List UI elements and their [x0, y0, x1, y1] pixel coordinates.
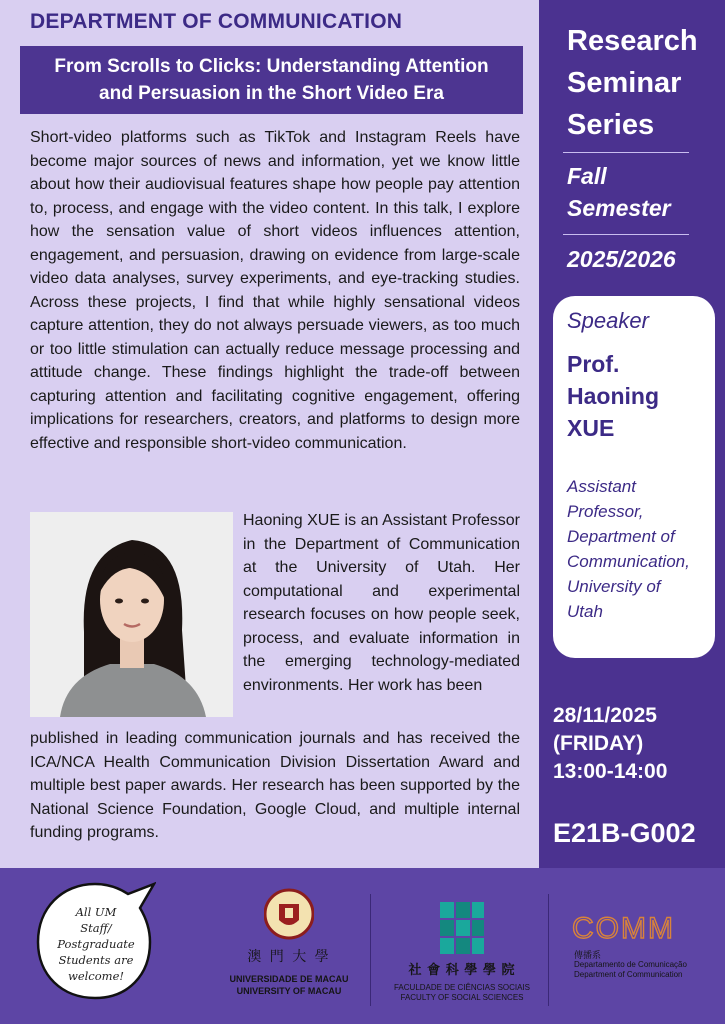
divider — [563, 234, 689, 235]
comm-english-name: Department of Communication — [574, 970, 683, 979]
semester-line-1: Fall — [567, 163, 607, 189]
bio-text-part-1: Haoning XUE is an Assistant Professor in the Department of Communication at the University of Utah. Her computational and experimental research focuses on how people seek, process, and evaluate information in the emerging technology-mediated environments. Her work has been — [243, 512, 520, 694]
event-datetime — [553, 702, 721, 786]
comm-department-logo — [560, 886, 720, 1004]
speaker-affiliation — [567, 474, 709, 624]
footer-divider — [548, 894, 549, 1006]
footer-divider — [370, 894, 371, 1006]
department-title: DEPARTMENT OF COMMUNICATION — [30, 10, 403, 33]
speaker-name — [567, 348, 707, 444]
fss-english-name: FACULTY OF SOCIAL SCIENCES — [400, 993, 524, 1002]
comm-chinese-name: 傳播系 — [574, 950, 602, 960]
speaker-name-line-1: Prof. — [567, 351, 620, 377]
talk-title-line-1: From Scrolls to Clicks: Understanding Attention — [54, 56, 489, 77]
speaker-card — [553, 296, 715, 658]
fss-mark-icon — [438, 900, 486, 958]
series-title — [567, 20, 717, 146]
abstract-text: Short-video platforms such as TikTok and Instagram Reels have become major sources of news and information, yet we know little about how their audiovisual features shape how people pay attention to, process, and engage with the video content. In this talk, I explore how the sensation value of short videos influences attention, engagement, and persuasion, drawing on evidence from large-scale video data analyses, survey experiments, and eye-tracking studies. Across these projects, I find that while highly sensational videos capture attention, they do not always persuade viewers, as too much or too little stimulation can actually reduce message processing and attitude change. These findings highlight the trade-off between capturing attention and facilitating cognitive engagement, offering implications for researchers, creators, and platforms to design more effective and responsible short-video communication. — [30, 129, 520, 452]
event-sidebar — [539, 0, 725, 868]
speaker-title-line-1: Assistant — [567, 477, 636, 496]
um-chinese-name: 澳 門 大 學 — [247, 949, 331, 965]
speaker-title-line-5: University of — [567, 577, 661, 596]
university-of-macau-logo — [214, 886, 364, 1004]
welcome-line-5: welcome! — [67, 969, 125, 983]
comm-wordmark: COMM — [572, 912, 675, 945]
event-time: 13:00-14:00 — [553, 760, 668, 783]
speaker-title-line-3: Department of — [567, 527, 675, 546]
bio-text-part-2: published in leading communication journals and has received the ICA/NCA Health Communication Division Dissertation Award and multiple best paper awards. Her research has been supported by the National Science Foundation, Google Cloud, and multiple internal funding programs. — [30, 730, 520, 841]
um-crest-icon — [264, 886, 314, 942]
series-line-2: Seminar — [567, 67, 682, 99]
speaker-title-line-4: Communication, — [567, 552, 690, 571]
fss-chinese-name: 社 會 科 學 學 院 — [408, 962, 516, 977]
speaker-title-line-6: Utah — [567, 602, 603, 621]
talk-title-line-2: and Persuasion in the Short Video Era — [99, 83, 444, 104]
talk-title-banner — [20, 46, 523, 114]
series-line-3: Series — [567, 109, 655, 141]
welcome-line-3: Postgraduate — [57, 937, 135, 951]
um-english-name: UNIVERSITY OF MACAU — [236, 986, 342, 996]
comm-portuguese-name: Departamento de Comunicação — [574, 960, 687, 969]
welcome-line-2: Staff/ — [80, 921, 112, 935]
event-venue: E21B-G002 — [553, 818, 696, 848]
speaker-label: Speaker — [567, 308, 649, 333]
speaker-title-line-2: Professor, — [567, 502, 644, 521]
series-line-1: Research — [567, 25, 698, 57]
fss-portuguese-name: FACULDADE DE CIÊNCIAS SOCIAIS — [393, 983, 531, 992]
speaker-name-line-2: Haoning — [567, 383, 659, 409]
semester-line-2: Semester — [567, 195, 671, 221]
speaker-name-line-3: XUE — [567, 415, 615, 441]
portrait-illustration — [30, 512, 233, 717]
semester — [567, 160, 717, 224]
welcome-message — [44, 904, 148, 984]
event-date: 28/11/2025 — [553, 704, 657, 727]
fss-logo — [382, 886, 542, 1004]
academic-year: 2025/2026 — [567, 246, 676, 272]
divider — [563, 152, 689, 153]
welcome-line-1: All UM — [75, 905, 117, 919]
event-weekday: (FRIDAY) — [553, 732, 644, 755]
speaker-photo — [30, 512, 233, 717]
footer — [0, 868, 725, 1024]
um-portuguese-name: UNIVERSIDADE DE MACAU — [229, 974, 349, 984]
welcome-line-4: Students are — [58, 953, 134, 967]
